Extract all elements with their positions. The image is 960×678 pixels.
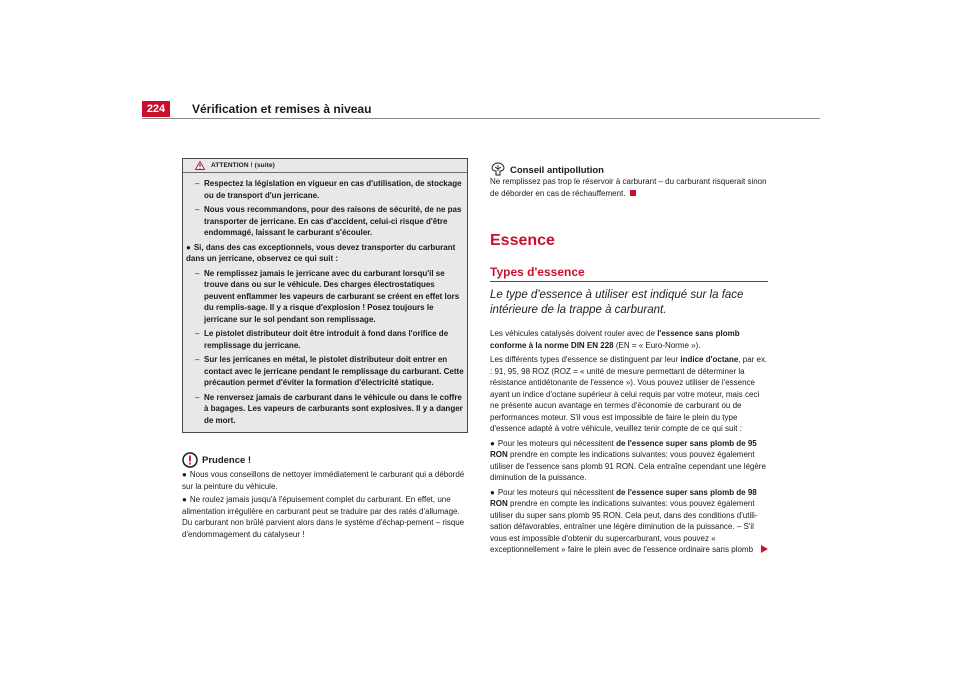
warning-item-text: Respectez la législation en vigueur en cas d'utilisation, de stockage ou de transport d'un jerricane. <box>204 179 462 200</box>
bullet-marker: ● <box>182 470 187 479</box>
eco-title: Conseil antipollution <box>510 165 604 176</box>
prudence-heading <box>182 451 468 469</box>
warning-triangle-icon <box>195 161 205 170</box>
warning-items <box>186 178 464 426</box>
prudence-item <box>182 469 468 492</box>
essence-body <box>490 328 768 556</box>
prudence-title: Prudence ! <box>202 454 252 466</box>
end-square-icon <box>630 190 636 196</box>
dash-marker: – <box>195 205 200 214</box>
header-rule <box>142 118 820 119</box>
warning-item-text: Le pistolet distributeur doit être introduit à fond dans l'orifice de remplissage du jerricane. <box>204 329 449 350</box>
warning-item-text: Sur les jerricanes en métal, le pistolet distributeur doit entrer en contact avec le jerricane pendant le remplissage du carburant. Cette précaution permet d'éviter la formation d'électricité statique. <box>204 355 464 387</box>
warning-dash-item <box>195 354 464 389</box>
warning-bullet-item <box>186 242 464 265</box>
warning-dash-item <box>195 178 464 201</box>
page-number: 224 <box>142 101 170 117</box>
bullet-95: ● Pour les moteurs qui nécessitent de l'essence super sans plomb de 95 RON prendre en compte les indications suivantes: vous pouvez également utiliser de l'essence sans plomb 91 RON. Cela entraîne cependant une légère diminution de la puissance. <box>490 438 766 482</box>
eco-text: Ne remplissez pas trop le réservoir à carburant – du carburant risquerait sinon de déborder en cas de réchauffement. <box>490 177 767 198</box>
section-title: Essence <box>490 232 555 249</box>
warning-item-text: Nous vous recommandons, pour des raisons de sécurité, de ne pas transporter de jerricane. En cas d'accident, celui-ci risque d'être endommagé, laissant le carburant s'écouler. <box>204 205 462 237</box>
prudence-item-text: Nous vous conseillons de nettoyer immédiatement le carburant qui a débordé sur la peinture du véhicule. <box>182 470 465 491</box>
bullet-marker: ● <box>186 242 191 252</box>
right-column <box>490 160 768 559</box>
subsection-title: Types d'essence <box>490 265 768 282</box>
prudence-item-text: Ne roulez jamais jusqu'à l'épuisement complet du carburant. En effet, une alimentation irrégulière en carburant peut se traduire par des ratés d'allumage. Du carburant non brûlé parvient alors dans le système d'échap-pement – risque d'endommagement du catalyseur ! <box>182 495 465 539</box>
warning-header-label: ATTENTION ! (suite) <box>211 161 275 169</box>
lead-text: Le type d'essence à utiliser est indiqué sur la face intérieure de la trappe à carburant. <box>490 289 744 316</box>
dash-marker: – <box>195 355 200 364</box>
warning-dash-item <box>195 268 464 326</box>
exclamation-circle-icon <box>182 452 198 468</box>
eco-leaf-icon <box>490 162 506 176</box>
prudence-section <box>182 451 468 540</box>
bullet-98: ● Pour les moteurs qui nécessitent de l'essence super sans plomb de 98 RON prendre en compte les indications suivantes: vous pouvez également utiliser du super sans plomb 95 RON. Cela peut, dans des conditions d'utili-sation défavorables, entraîner une légère diminution de la puissance. – S'il vous est impossible d'obtenir du supercarburant, vous pouvez « exceptionnellement » faire le plein avec de l'essence ordinaire sans plomb <box>490 487 768 556</box>
warning-box <box>182 158 468 433</box>
dash-marker: – <box>195 268 200 278</box>
prudence-items <box>182 469 468 540</box>
warning-item-text: Ne renversez jamais de carburant dans le véhicule ou dans le coffre à bagages. Les vapeurs de carburants sont explosives. Il y a danger de mort. <box>204 392 463 425</box>
paragraph-1: Les véhicules catalysés doivent rouler avec de l'essence sans plomb conforme à la norme DIN EN 228 (EN = « Euro-Norme »). <box>490 329 740 350</box>
warning-item-text: Ne remplissez jamais le jerricane avec du carburant lorsqu'il se trouve dans ou sur le véhicule. Des charges électrostatiques peuvent enflammer les vapeurs de carburant se créent en effet lors du remplis-sage. Il y a risque d'explosion ! Posez toujours le jerricane sur le sol pendant son remplissage. <box>204 268 460 324</box>
dash-marker: – <box>195 392 200 402</box>
paragraph-2: Les différents types d'essence se distinguent par leur indice d'octane, par ex. : 91, 95, 98 ROZ (ROZ = « unité de mesure permettant de déterminer la résistance antidétonante de l'essence »). Vous pouvez utiliser de l'essence ayant un indice d'octane supérieur à celui requis par votre moteur, mais ceci ne présente aucun avantage en termes d'économie de carburant ou de performances moteur. S'il vous est impossible de faire le plein du type d'essence adapté à votre véhicule, veuillez tenir compte de ce qui suit : <box>490 355 768 433</box>
eco-heading <box>490 160 768 176</box>
warning-item-text: Si, dans des cas exceptionnels, vous devez transporter du carburant dans un jerricane, observez ce qui suit : <box>186 242 456 263</box>
running-title: Vérification et remises à niveau <box>192 102 372 116</box>
prudence-item <box>182 494 468 540</box>
left-column <box>182 158 468 542</box>
continue-arrow-icon <box>761 545 768 553</box>
warning-header <box>183 159 467 173</box>
warning-dash-item <box>195 204 464 239</box>
bullet-marker: ● <box>182 495 187 504</box>
eco-text-block <box>490 176 768 199</box>
dash-marker: – <box>195 179 200 188</box>
warning-dash-item <box>195 328 464 351</box>
warning-dash-item <box>195 392 464 427</box>
dash-marker: – <box>195 329 200 338</box>
